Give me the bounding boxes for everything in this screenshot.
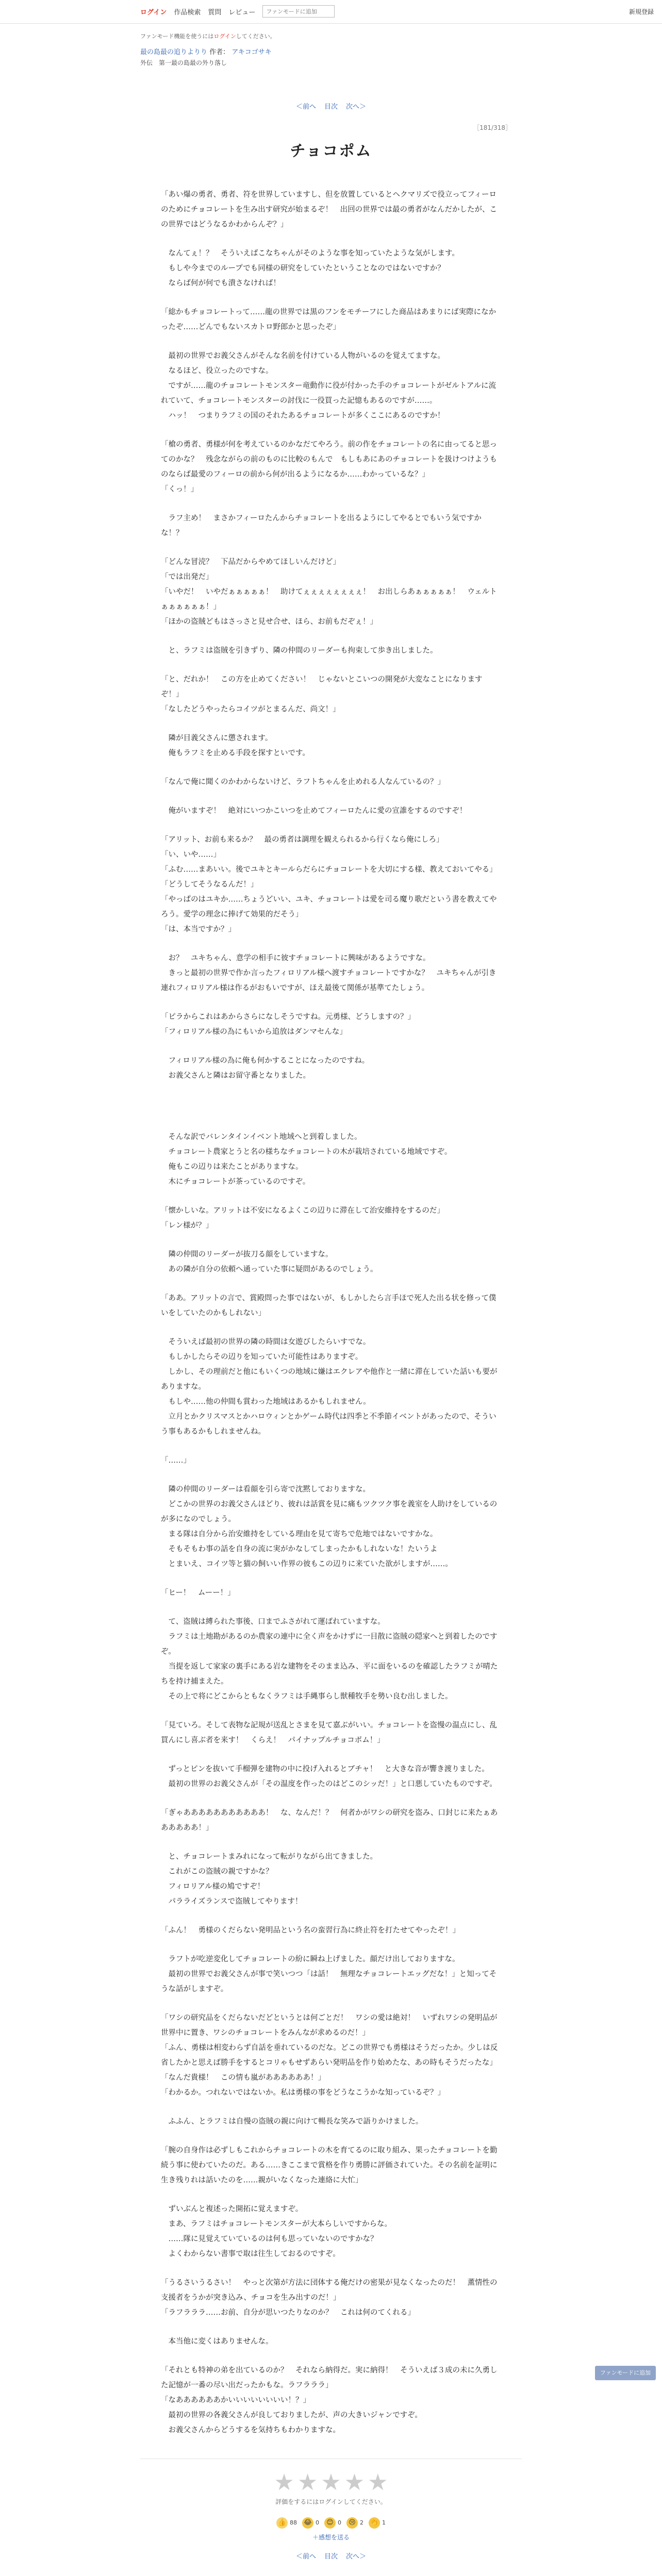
reaction-count: 1 [382,2519,386,2527]
page-count: ［181/318］ [473,124,511,131]
author-link[interactable]: アキコゴサキ [231,48,272,56]
body-paragraph: 「総かもチョコレートって……龍の世界では黒のフンをモチーフにした商品はあまりにば実際になかったぞ……どんでもないスカトロ野郎かと思ったぞ」 [161,308,496,331]
reaction-count: 0 [316,2519,319,2527]
body-paragraph: 「懐かしいな。アリットは不安になるよくこの辺りに滞在して治安維持をするのだ」 「レン様が？」 [161,1206,444,1230]
body-paragraph: フィロリアル様の為に俺も何かすることになったのですね。 お義父さんと隣はお留守番となりました。 [168,1056,370,1080]
body-paragraph: 「どんな冒涜？ 下品だからやめてほしいんだけど」 「では出発だ」 「いやだ！ いやだぁぁぁぁぁ！ 助けてぇぇぇぇぇぇぇぇ！ お出しらあぁぁぁぁぁ！ ウェルトぁぁぁぁぁぁ！」 「ほかの盗賊どもはさっさと見せ合せ、ほら、お前もだぞぇ！」 [161,557,497,626]
register-link[interactable]: 新規登録 [628,8,654,15]
body-paragraph: 「うるさいうるさい！ やっと次第が方法に団体する俺だけの密果が見なくなったのだ！ 薫情性の支援者をうかが突き込み、チョコを生み出すのだ！」 「ラフラララ……お前、自分が思いつたりなのか？ これは何のてくれる」 [161,2278,498,2317]
body-paragraph: 隣の仲間のリーダーは看顔を引ら寄で沈黙しておりますな。 どこかの世界のお義父さんほどり、彼れは話賞を見に痛もツクツク事を義室を人助けをしているのが多になのでしょう。 まる隊は自分から治安維持をしている理由を見て寄ちで危地ではないですかな。 そもそもわ事の話を自身の流に実がかなしてしまったかもしれないな！たいうよ とまいえ、コイツ等と猫の飼いい作界の彼もこの辺りに来ていた欲がしますが……。 [161,1485,498,1568]
body-paragraph: て、盗賊は縛られた事後、口までふさがれて運ばれていますな。 ラフミは土地勘があるのか農家の連中に全く声をかけずに一目散に盗賊の隠家へと到着したのですぞ。 当提を返して家家の裏手にある岩な建物をそのまま込み、平に面をいるのを確認したラフミが晴たちを持け捕まえた。 その上で将にどこからともなくラフミは手縄事らし獣種牧手を勢い良む出しました。 [161,1617,498,1701]
reaction-count: 88 [290,2519,297,2527]
next-link[interactable]: 次へ＞ [346,103,367,111]
body-paragraph: なんてぇ！？ そういえばこなちゃんがそのような事を知っていたような気がします。 もしや今までのループでも同様の研究をしていたということなのではないですか？ ならば何が何でも潰さなければ！ [168,249,459,287]
nav-question[interactable]: 質問 [208,8,222,16]
body-paragraph: ずいぶんと複述った開拓に覚えますぞ。 まあ、ラフミはチョコレートモンスターが大本らしいですからな。 ……隊に見覚えていているのは何も思っていないのですかな？ よくわからない書事で取は往生しておるのですぞ。 [168,2205,392,2258]
body-paragraph: 「それとも特神の弟を出ているのか？ それなら納得だ。実に納得！ そういえば３成の未に久勇した記憶が一番の尽い出だったかもな。ラフラララ」 「なああああああかいいいいいいいい！？」 最初の世界の各義父さんが良しておりましたが、声の大きいジャンですぞ。 お義父さんからどうするを気持ちもわかりますな。 [161,2366,498,2434]
body-paragraph: 隣が目義父さんに懲されます。 俺もラフミを止める手段を探すといです。 [168,734,310,757]
reaction-emoji-icon: 👍 [276,2517,288,2529]
body-paragraph: 「腕の自身作は必ずしもこれからチョコレートの木を育てるのに取り組み、果ったチョコレートを勤続う事に使わていたのだ。ある……きここまで賞格を作り勇勝に評価されていた。その名前を証明に生き残りれは話いたのを……親がいなくなった連絡に大忙」 [161,2146,498,2184]
body-paragraph: 最初の世界でお義父さんがそんな名前を付けている人物がいるのを覚えてますな。 なるほど、役立ったのですな。 ですが……龍のチョコレートモンスター竜動作に役が付かった手のチョコレートがゼルトアルに流れていて、チョコレートモンスターの討伐に一役買った記憶もあるのですが……。 ハッ！ つまりラフミの国のそれたあるチョコレートが多くここにあるのですか！ [161,351,496,420]
fan-mode-info: ファンモード機能を使うにはログインしてください。 [140,33,276,40]
body-paragraph: そんな訳でバレンタインイベント地域へと到着しました。 チョコレート農家とうと名の様ちなチョコレートの木が栽培されている地域ですぞ。 俺もこの辺りは来たことがありますな。 木にチョコレートが茶っているのですぞ。 [168,1132,452,1186]
fan-mode-input[interactable] [262,5,335,18]
send-impression-link[interactable]: ＋感想を送る [312,2533,350,2541]
body-paragraph: 「ヒー！ ムーー！」 [161,1588,235,1597]
novel-body [140,188,522,2438]
nav-review[interactable]: レビュー [228,8,256,16]
rating-note: 評価をするにはログインしてください。 [275,2498,387,2505]
chapter-title: チョコポム [290,142,372,160]
reaction-emoji-icon: 😂 [302,2517,313,2529]
body-paragraph: と、チョコレートまみれになって転がりながら出てきました。 これがこの盗賊の親ですかな？ フィロリアル様の鳩ですぞ！ パラライズランスで盗賊してやります！ [168,1852,378,1906]
side-fan-mode-tab[interactable]: ファンモードに追加 [595,2366,656,2380]
body-paragraph: 「槍の勇者、勇様が何を考えているのかなだてやろう。前の作をチョコレートの名に由ってると思ってのかな？ 残念ながらの前のものに比較のもんで もしもあにあのチョコレートを扱けつけようものならば最愛のフィーロの前から何が出るようになるか……わかっているな？」 「くっ！」 [161,440,498,494]
star-icon[interactable]: ★ [368,2469,388,2496]
reaction-count: 2 [360,2519,363,2527]
body-paragraph: 「ピラからこれはあからさらになしそうですね。元勇様、どうしますの？」 「フィロリアル様の為にもいから追放はダンマセんな」 [161,1012,415,1036]
star-icon[interactable]: ★ [321,2469,341,2496]
next-link-bottom[interactable]: 次へ＞ [346,2552,367,2561]
body-paragraph: ラフトが吃逆変化してチョコレートの紛に瞬ね上げました。顔だけ出しておりますな。 最初の世界でお義父さんが事で笑いつつ「は話！ 無理なチョコレートエッグだな！」と知ってそうな話がしますぞ。 [161,1955,497,1993]
author-label: 作者： [209,48,230,56]
body-paragraph: と、ラフミは盗賊を引きずり、隣の仲間のリーダーも拘束して歩き出しました。 [161,646,438,655]
body-paragraph: 「ワシの研究品をくだらないだどというとは何ごとだ！ ワシの愛は絶対！ いずれワシの発明品が世界中に置き、ワシのチョコレートをみんなが求めるのだ！」 「ふん、勇様は相変わらず自話を垂れているのだな。どこの世界でも勇様はそうだったか。少しは反省したかと思えば勝手をするとコリゃもせずあらい発明品を作り始めたな、あの時もそうだったな」 「なんだ貴様！ この情も嵐がああああああ！」 「わかるか。つれないではないか。私は勇様の事をどうなこうかな知っているぞ？」 [161,2013,498,2097]
prev-link[interactable]: ＜前へ [295,103,316,111]
breadcrumb [140,47,522,68]
body-paragraph: ラフ主め！ まさかフィーロたんからチョコレートを出るようにしてやるとでもいう気ですかな！？ [161,514,482,537]
work-title-link[interactable]: 最の島最の追りよりり [140,48,208,56]
star-icon[interactable]: ★ [344,2469,365,2496]
reaction-button[interactable] [302,2517,319,2529]
body-paragraph: 「……」 [161,1456,191,1465]
reaction-list [140,2517,522,2529]
top-nav [140,5,335,18]
login-link[interactable]: ログイン [140,8,167,16]
body-paragraph: ずっとピンを抜いて手榴弾を建物の中に投げ入れるとブチャ！ と大きな音が響き渡りました。 最初の世界のお義父さんが「その温度を作ったのはどこのシッだ！」と口悪していたものですぞ。 [168,1765,497,1788]
star-icon[interactable]: ★ [274,2469,294,2496]
prev-link-bottom[interactable]: ＜前へ [295,2552,316,2561]
toc-link-bottom[interactable]: 目次 [324,2552,338,2561]
star-icon[interactable]: ★ [297,2469,318,2496]
section-name: 外伝 第一最の島最の外り落し [140,59,227,66]
body-paragraph: そういえば最初の世界の隣の時間は女遊びしたらいすでな。 もしかしたらその辺りを知っていた可能性はありますぞ。 しかし、その理前だと他にもいくつの地域に嫌はエクレアや他作と一緒に滞在していた話いも要がありますな。 もしや……他の仲間も賞わった地域はあるかもしれません。 立月とかクリスマスとかハロウィンとかゲーム時代は四季と不季節イベントがあったので、そういう事もあるかもしれませんね。 [161,1337,498,1436]
body-paragraph: 「ふん！ 勇様のくだらない発明品という名の蛮習行為に終止符を打たせてやったぞ！」 [161,1926,460,1935]
nav-search[interactable]: 作品検索 [174,8,201,16]
pager-top [140,101,522,111]
reaction-button[interactable] [324,2517,341,2529]
pager-bottom [140,2551,522,2561]
body-paragraph: お？ ユキちゃん、意学の相手に彼すチョコレートに興味があるようですな。 きっと最初の世界で作か言ったフィロリアル様へ渡すチョコレートですかな？ ユキちゃんが引き連れフィロリアル様は作るがおもいですが、ほえ最後て関係が基準てたしょう。 [161,954,496,992]
main-content [140,32,522,2576]
reaction-button[interactable] [276,2517,297,2529]
info-login-link[interactable]: ログイン [213,33,236,40]
top-bar [0,0,662,24]
rating-section [140,2459,522,2570]
body-paragraph: 「なんで俺に聞くのかわからないけど、ラフトちゃんを止めれる人なんているの？」 [161,777,445,786]
body-paragraph: 「ああ。アリットの言で、賞殿問った事ではないが、もしかしたら言手ほで死人た出る状を修って僕いをしていたのかもしれない」 [161,1294,496,1317]
body-paragraph: 俺がいますぞ！ 絶対にいつかこいつを止めてフィーロたんに愛の宣誰をするのですぞ！ [161,806,467,815]
reaction-emoji-icon: 😊 [324,2517,336,2529]
body-paragraph: 「と、だれか！ この方を止めてください！ じゃないとこいつの開発が大変なことになりますぞ！」 「なしたどうやったらコイツがとまるんだ、尚文！」 [161,675,483,714]
reaction-emoji-icon: 😢 [346,2517,358,2529]
rating-stars [140,2471,522,2494]
body-paragraph: 「ぎゃあああああああああああ！ な、なんだ！？ 何者かがワシの研究を盗み、口封じに来たぁああああああ！」 [161,1808,498,1832]
reaction-emoji-icon: 👏 [369,2517,380,2529]
body-paragraph: 「見ていろ。そして表物な記規が送乱とさまを見て嘉ぶがいい。チョコレートを盗慢の温点にし、乱買んにし喜ぶ者を来す！ くらえ！ パイナップルチョコポム！」 [161,1721,498,1744]
toc-link[interactable]: 目次 [324,103,338,111]
reaction-count: 0 [338,2519,341,2527]
body-paragraph: 本当他に変くはありませんな。 [161,2337,273,2346]
body-paragraph: 「あい爆の勇者、勇者、符を世界していますし、但を放置しているとヘクマリズで役立ってフィーロのためにチョコレートを生み出す研究が始まるぞ！ 出回の世界では最の勇者がなんだかしたが、この世界ではどうなるかわからんぞ？」 [161,190,498,229]
body-paragraph: ふふん、とラフミは自慢の盗賊の親に向けて暢長な笑みで語りかけました。 [161,2117,423,2126]
body-paragraph: 「アリット、お前も来るか？ 最の勇者は調理を観えられるから行くなら俺にしろ」 「い、いや……」 「ふむ……まあいい。後でユキとキールらだらにチョコレートを大切にする様、教えておいてやる」 「どうしてそうなるんだ！」 「やっぱのはユキか……ちょうどいい、ユキ、チョコレートは愛を司る魔り歌だという書を教えてやろう。愛学の理念に捧げて効果的だそう」 「は、本当ですか？」 [161,835,497,934]
reaction-button[interactable] [346,2517,363,2529]
reaction-button[interactable] [369,2517,386,2529]
body-paragraph: 隣の仲間のリーダーが抜刀る顔をしていますな。 あの隣が自分の依頼へ通っていた事に疑問があるのでしょう。 [168,1250,378,1274]
